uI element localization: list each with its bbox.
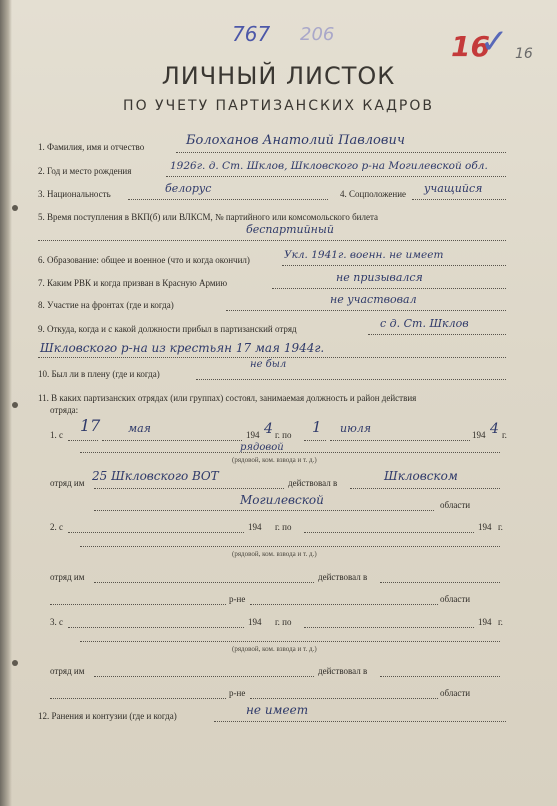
entry-3-deistvoval-label: действовал в — [318, 666, 368, 676]
field-label-10: 10. Был ли в плену (где и когда) — [38, 369, 160, 379]
fill-line — [94, 510, 434, 511]
fill-line — [80, 452, 500, 453]
entry-1-year-end-digit: 4 — [490, 421, 499, 437]
entry-1-year-end-prefix: 194 — [472, 430, 486, 440]
entry-2-oblast-label: области — [440, 594, 471, 604]
field-label-7: 7. Каким РВК и когда призван в Красную Армию — [38, 278, 228, 288]
fill-line — [330, 440, 470, 441]
entry-1-month-end: июля — [340, 422, 372, 435]
field-label-1: 1. Фамилия, имя и отчество — [38, 142, 145, 152]
entry-2-g: г. — [498, 522, 503, 532]
entry-3-year-prefix: 194 — [248, 617, 262, 627]
entry-1-month: мая — [128, 422, 151, 435]
binding-hole — [12, 402, 18, 408]
fill-line — [250, 604, 438, 605]
pencil-page-number: 16 — [515, 46, 533, 62]
field-value-12: не имеет — [246, 703, 309, 717]
fill-line — [304, 532, 474, 533]
entry-2-num: 2. с — [50, 522, 63, 532]
field-value-5: беспартийный — [246, 223, 334, 236]
entry-1-day-end: 1 — [312, 418, 322, 436]
field-label-5: 5. Время поступления в ВКП(б) или ВЛКСМ, № партийного или комсомольского билета — [38, 212, 378, 222]
entry-3-otryad-label: отряд им — [50, 666, 85, 676]
field-label-12: 12. Ранения и контузии (где и когда) — [38, 711, 177, 721]
fill-line — [80, 546, 500, 547]
fill-line — [282, 265, 506, 266]
entry-3-year-end-prefix: 194 — [478, 617, 492, 627]
check-mark-icon: ✓ — [480, 22, 509, 62]
fill-line — [176, 152, 506, 153]
entry-3-po: г. по — [275, 617, 292, 627]
field-value-6: Укл. 1941г. военн. не имеет — [284, 249, 444, 261]
fill-line — [368, 334, 506, 335]
archive-number: 767 — [232, 22, 271, 46]
entry-2-year-end-prefix: 194 — [478, 522, 492, 532]
document-title: ЛИЧНЫЙ ЛИСТОК — [161, 62, 396, 90]
entry-1-otryad-label: отряд им — [50, 478, 85, 488]
fill-line — [226, 310, 506, 311]
fill-line — [102, 440, 242, 441]
fill-line — [350, 488, 500, 489]
archive-number-faint: 206 — [300, 24, 335, 45]
role-hint: (рядовой, ком. взвода и т. д.) — [232, 550, 317, 558]
entry-1-otryad-value: 25 Шкловского ВОТ — [92, 469, 219, 483]
field-value-9: с д. Ст. Шклов — [380, 317, 469, 330]
field-value-7: не призывался — [336, 271, 423, 284]
fill-line — [380, 676, 500, 677]
field-value-2: 1926г. д. Ст. Шклов, Шкловского р-на Могилевской обл. — [170, 160, 488, 172]
fill-line — [166, 176, 506, 177]
entry-3-oblast-label: области — [440, 688, 471, 698]
role-hint: (рядовой, ком. взвода и т. д.) — [232, 456, 317, 464]
entry-2-po: г. по — [275, 522, 292, 532]
entry-2-rne: р-не — [229, 594, 246, 604]
entry-3-rne: р-не — [229, 688, 246, 698]
field-label-2: 2. Год и место рождения — [38, 166, 132, 176]
field-label-9: 9. Откуда, когда и с какой должности прибыл в партизанский отряд — [38, 324, 297, 334]
red-pencil-number: 16 — [451, 30, 490, 63]
fill-line — [68, 440, 98, 441]
field-value-4: учащийся — [424, 182, 483, 195]
field-value-9-cont: Шкловского р-на из крестьян 17 мая 1944г. — [40, 341, 325, 355]
entry-1-deistvoval-value: Шкловском — [384, 469, 458, 483]
field-label-11-cont: отряда: — [50, 405, 79, 415]
fill-line — [94, 676, 314, 677]
entry-1-num: 1. с — [50, 430, 63, 440]
entry-1-role: рядовой — [240, 442, 284, 453]
entry-1-oblast-value: Могилевской — [240, 493, 324, 507]
entry-1-year-prefix: 194 — [246, 430, 260, 440]
field-label-4: 4. Соцположение — [340, 189, 407, 199]
field-value-8: не участвовал — [330, 293, 417, 306]
field-label-3: 3. Национальность — [38, 189, 111, 199]
field-value-10: не был — [250, 359, 287, 370]
fill-line — [196, 379, 506, 380]
binding-hole — [12, 660, 18, 666]
fill-line — [94, 488, 284, 489]
fill-line — [272, 288, 506, 289]
entry-3-num: 3. с — [50, 617, 63, 627]
binding-hole — [12, 205, 18, 211]
fill-line — [50, 604, 226, 605]
fill-line — [68, 532, 244, 533]
entry-1-day: 17 — [80, 416, 101, 435]
entry-3-g: г. — [498, 617, 503, 627]
fill-line — [304, 627, 474, 628]
fill-line — [94, 582, 314, 583]
fill-line — [80, 641, 500, 642]
fill-line — [38, 357, 506, 358]
fill-line — [380, 582, 500, 583]
entry-2-year-prefix: 194 — [248, 522, 262, 532]
entry-1-year-digit: 4 — [264, 421, 273, 437]
entry-1-po: г. по — [275, 430, 292, 440]
field-value-3: белорус — [165, 182, 212, 195]
field-value-1: Болоханов Анатолий Павлович — [186, 133, 405, 148]
fill-line — [250, 698, 438, 699]
fill-line — [304, 440, 326, 441]
fill-line — [50, 698, 226, 699]
fill-line — [412, 199, 506, 200]
entry-1-deistvoval-label: действовал в — [288, 478, 338, 488]
fill-line — [38, 240, 506, 241]
fill-line — [68, 627, 244, 628]
field-label-11: 11. В каких партизанских отрядах (или группах) состоял, занимаемая должность и район действия — [38, 393, 417, 403]
fill-line — [214, 721, 506, 722]
document-subtitle: ПО УЧЕТУ ПАРТИЗАНСКИХ КАДРОВ — [123, 98, 434, 114]
field-label-6: 6. Образование: общее и военное (что и когда окончил) — [38, 255, 250, 265]
fill-line — [128, 199, 328, 200]
entry-1-oblast-label: области — [440, 500, 471, 510]
entry-1-g: г. — [502, 430, 507, 440]
entry-2-deistvoval-label: действовал в — [318, 572, 368, 582]
entry-2-otryad-label: отряд им — [50, 572, 85, 582]
role-hint: (рядовой, ком. взвода и т. д.) — [232, 645, 317, 653]
field-label-8: 8. Участие на фронтах (где и когда) — [38, 300, 174, 310]
